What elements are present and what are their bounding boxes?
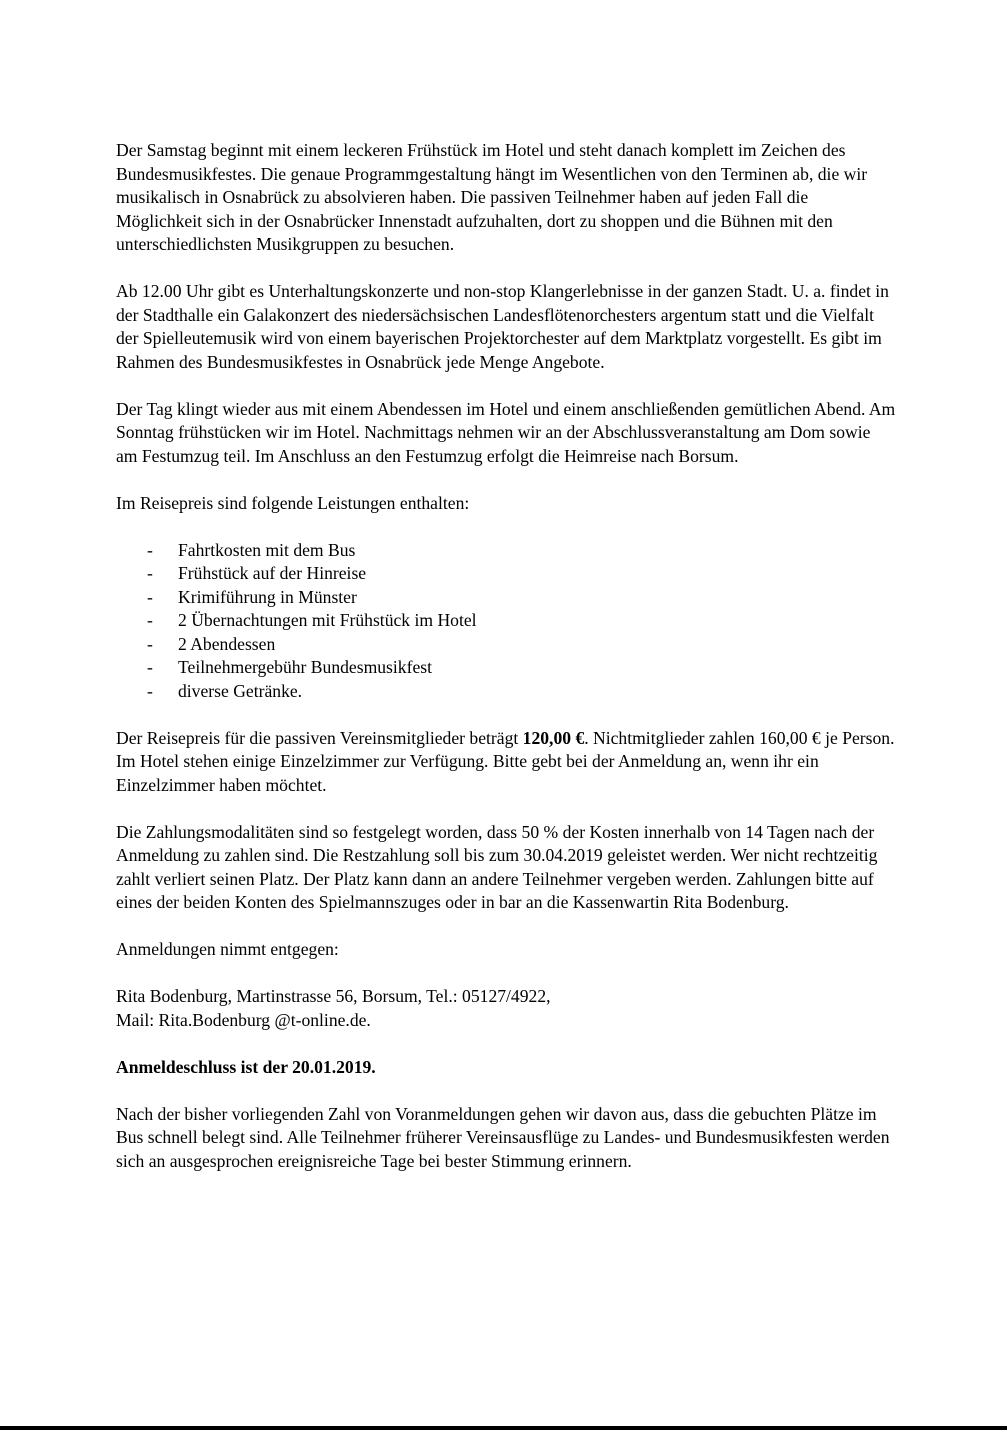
contact-mail: Mail: Rita.Bodenburg @t-online.de. — [116, 1009, 371, 1030]
list-dash: - — [147, 633, 153, 654]
price-text-before: Der Reisepreis für die passiven Vereinsmitglieder beträgt — [116, 727, 523, 748]
paragraph-sunday: Der Tag klingt wieder aus mit einem Abendessen im Hotel und einem anschließenden gemütlichen Abend. Am Sonntag frühstücken wir im Hotel. Nachmittags nehmen wir an der Abschlussveranstaltung am Dom sowie am Festumzug teil. Im Anschluss an den Festumzug erfolgt die Heimreise nach Borsum. — [116, 398, 896, 466]
paragraph-price — [116, 727, 896, 798]
paragraph-saturday: Der Samstag beginnt mit einem leckeren Frühstück im Hotel und steht danach komplett im Zeichen des Bundesmusikfestes. Die genaue Programmgestaltung hängt im Wesentlichen von den Terminen ab, die wir musikalisch in Osnabrück zu absolvieren haben. Die passiven Teilnehmer haben auf jeden Fall die Möglichkeit sich in der Osnabrücker Innenstadt aufzuhalten, dort zu shoppen und die Bühnen mit den unterschiedlichsten Musikgruppen zu besuchen. — [116, 140, 868, 254]
contact-address: Rita Bodenburg, Martinstrasse 56, Borsum, Tel.: 05127/4922, — [116, 986, 551, 1006]
list-item — [116, 539, 896, 563]
paragraph-included-services-intro: Im Reisepreis sind folgende Leistungen enthalten: — [116, 492, 470, 513]
list-item — [116, 609, 896, 633]
registration-contact — [116, 985, 896, 1032]
list-item-text: 2 Abendessen — [178, 633, 276, 654]
list-dash: - — [147, 610, 153, 630]
list-item — [116, 656, 896, 680]
registration-deadline: Anmeldeschluss ist der 20.01.2019. — [116, 1056, 376, 1077]
list-item-text: diverse Getränke. — [178, 680, 303, 701]
paragraph-concerts: Ab 12.00 Uhr gibt es Unterhaltungskonzerte und non-stop Klangerlebnisse in der ganzen Stadt. U. a. findet in der Stadthalle ein Galakonzert des niedersächsischen Landesflötenorchesters argentum statt und die Vielfalt der Spielleutemusik wird von einem bayerischen Projektorchester auf dem Marktplatz vorgestellt. Es gibt im Rahmen des Bundesmusikfestes in Osnabrück jede Menge Angebote. — [116, 281, 889, 372]
price-amount: 120,00 € — [522, 727, 585, 748]
list-dash: - — [147, 680, 153, 701]
list-item-text: Krimiführung in Münster — [178, 586, 357, 607]
list-dash: - — [147, 586, 153, 607]
list-item-text: Teilnehmergebühr Bundesmusikfest — [178, 657, 432, 677]
price-text-after: . Nichtmitglieder zahlen 160,00 € je Person. Im Hotel stehen einige Einzelzimmer zur Verfügung. Bitte gebt bei der Anmeldung an, wenn ihr ein Einzelzimmer haben möchtet. — [116, 727, 895, 795]
list-item — [116, 562, 896, 586]
paragraph-payment: Die Zahlungsmodalitäten sind so festgelegt worden, dass 50 % der Kosten innerhalb von 14 Tagen nach der Anmeldung zu zahlen sind. Die Restzahlung soll bis zum 30.04.2019 geleistet werden. Wer nicht rechtzeitig zahlt verliert seinen Platz. Der Platz kann dann an andere Teilnehmer vergeben werden. Zahlungen bitte auf eines der beiden Konten des Spielmannszuges oder in bar an die Kassenwartin Rita Bodenburg. — [116, 821, 878, 912]
paragraph-closing: Nach der bisher vorliegenden Zahl von Voranmeldungen gehen wir davon aus, dass die gebuchten Plätze im Bus schnell belegt sind. Alle Teilnehmer früherer Vereinsausflüge zu Landes- und Bundesmusikfesten werden sich an ausgesprochen ereignisreiche Tage bei bester Stimmung erinnern. — [116, 1103, 890, 1171]
bottom-border — [0, 1426, 1007, 1430]
list-dash: - — [147, 563, 153, 583]
list-item — [116, 680, 896, 704]
list-item-text: Frühstück auf der Hinreise — [178, 563, 367, 583]
included-services-list — [116, 539, 896, 704]
list-item — [116, 586, 896, 610]
list-dash: - — [147, 539, 153, 560]
list-dash: - — [147, 657, 153, 677]
document-page — [116, 139, 896, 1197]
list-item — [116, 633, 896, 657]
list-item-text: Fahrtkosten mit dem Bus — [178, 539, 356, 560]
registration-intro: Anmeldungen nimmt entgegen: — [116, 939, 339, 959]
list-item-text: 2 Übernachtungen mit Frühstück im Hotel — [178, 610, 477, 630]
